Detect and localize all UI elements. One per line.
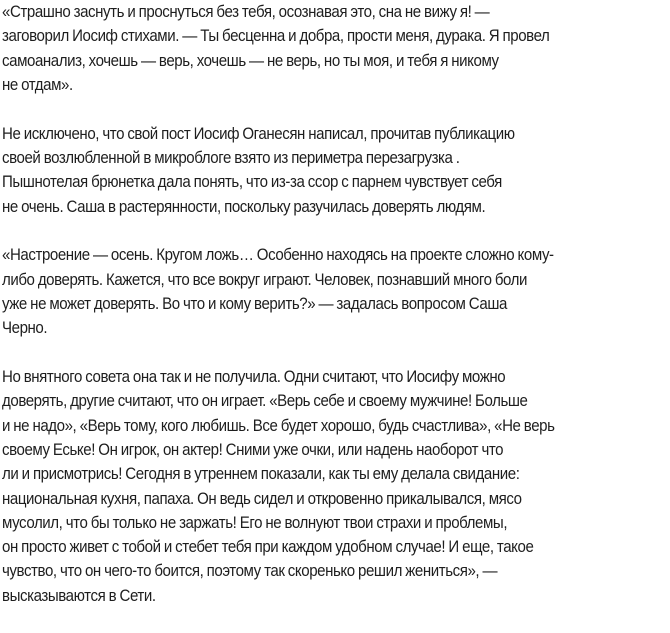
article-body: [2, 0, 623, 633]
text-line: своему Еське! Он игрок, он актер! Сними уже очки, или надень наоборот что: [2, 440, 504, 459]
text-line: чувство, что он чего-то боится, поэтому так скоренько решил жениться», —: [2, 562, 498, 581]
text-line: самоанализ, хочешь — верь, хочешь — не верь, но ты моя, и тебя я никому: [2, 51, 499, 70]
text-line: он просто живет с тобой и стебет тебя при каждом удобном случае! И еще, такое: [2, 538, 534, 557]
text-line: ли и присмотрись! Сегодня в утреннем показали, как ты ему делала свидание:: [2, 465, 520, 484]
paragraph-context: [2, 122, 623, 219]
text-line: не очень. Саша в растерянности, поскольку разучилась доверять людям.: [2, 197, 486, 216]
text-line: уже не может доверять. Во что и кому верить?» — задалась вопросом Саша: [2, 294, 507, 313]
text-line: либо доверять. Кажется, что все вокруг играют. Человек, познавший много боли: [2, 270, 528, 289]
text-line: мусолил, что бы только не заржать! Его не волнуют твои страхи и проблемы,: [2, 513, 508, 532]
text-line: и не надо», «Верь тому, кого любишь. Все будет хорошо, будь счастлива», «Не верь: [2, 416, 555, 435]
text-line: Но внятного совета она так и не получила. Одни считают, что Иосифу можно: [2, 368, 506, 387]
text-line: доверять, другие считают, что он играет. «Верь себе и своему мужчине! Больше: [2, 392, 528, 411]
text-line: не отдам».: [2, 75, 73, 94]
text-line: заговорил Иосиф стихами. — Ты бесценна и добра, прости меня, дурака. Я провел: [2, 27, 550, 46]
text-line: «Настроение — осень. Кругом ложь… Особенно находясь на проекте сложно кому-: [2, 246, 554, 265]
paragraph-comments: [2, 365, 623, 608]
paragraph-poem-quote: [2, 0, 623, 97]
text-line: «Страшно заснуть и проснуться без тебя, осознавая это, сна не вижу я! —: [2, 3, 490, 21]
paragraph-sasha-quote: [2, 243, 623, 340]
text-line: Пышнотелая брюнетка дала понять, что из-за ссор с парнем чувствует себя: [2, 173, 502, 192]
text-line: высказываются в Сети.: [2, 586, 156, 605]
text-line: национальная кухня, папаха. Он ведь сидел и откровенно прикалывался, мясо: [2, 489, 522, 508]
text-line: Не исключено, что свой пост Иосиф Оганесян написал, прочитав публикацию: [2, 124, 515, 143]
text-line: своей возлюбленной в микроблоге взято из периметра перезагрузка .: [2, 148, 460, 167]
text-line: Черно.: [2, 319, 48, 338]
